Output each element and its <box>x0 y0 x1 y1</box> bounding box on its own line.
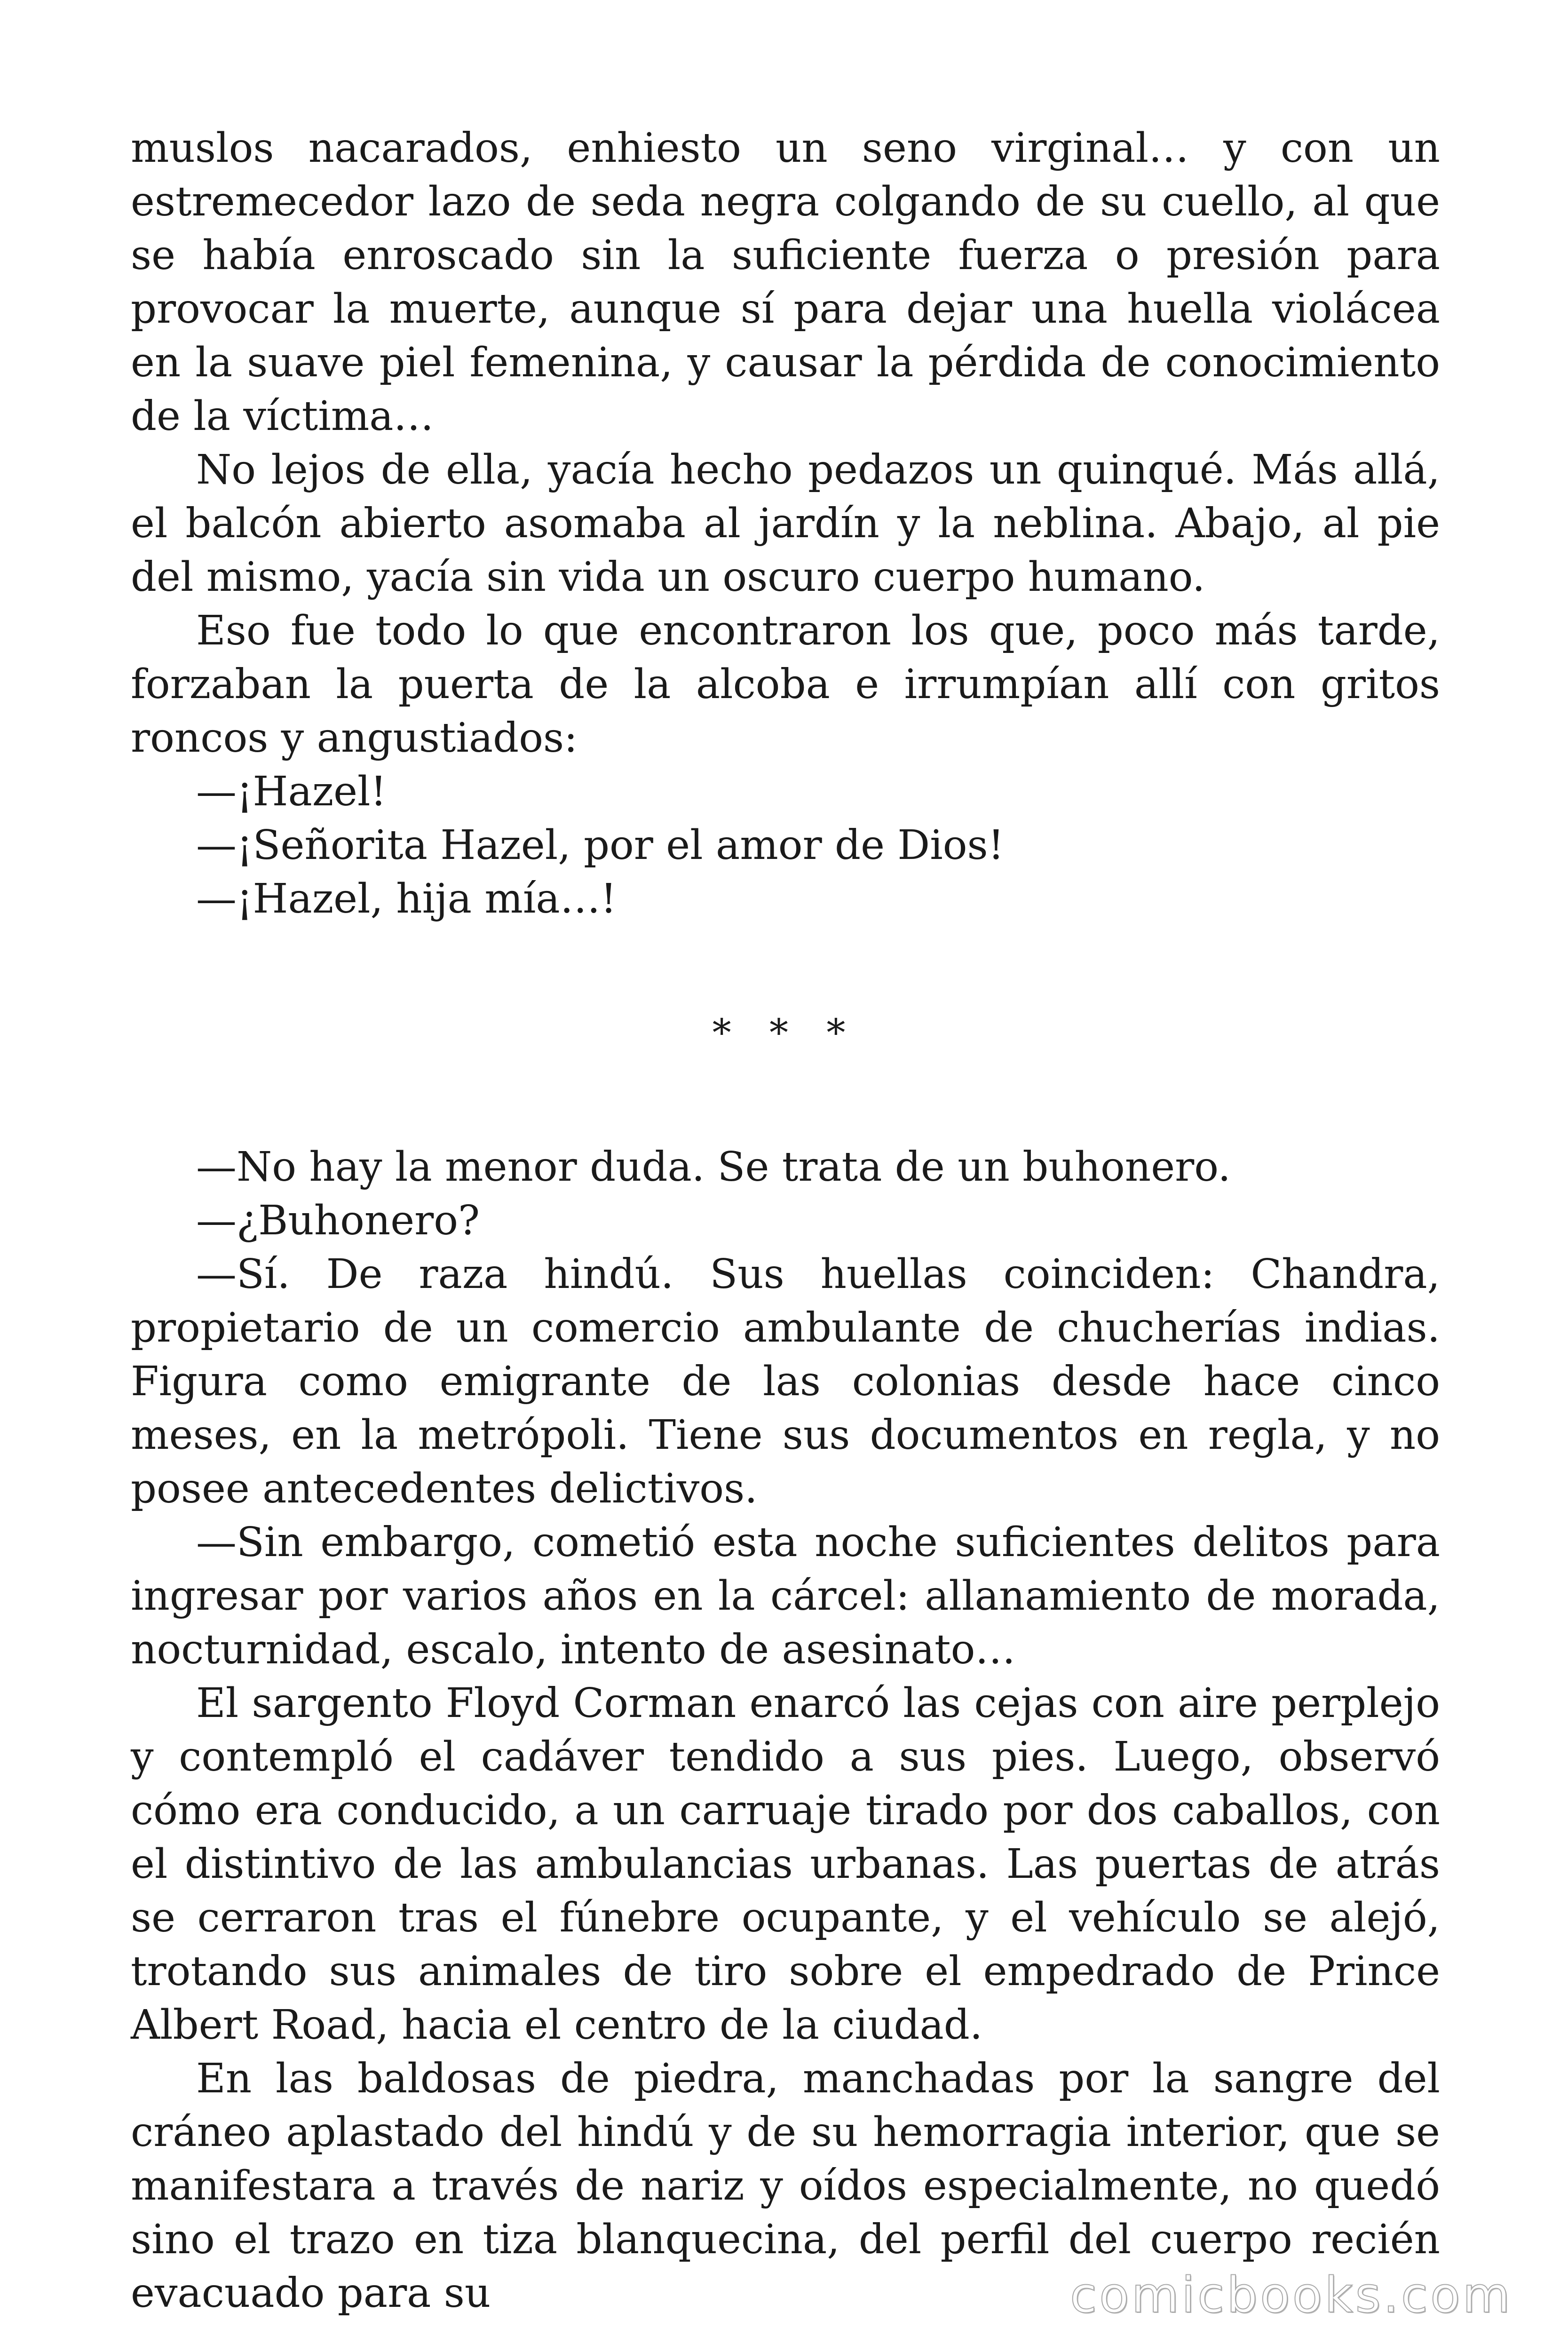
paragraph: Eso fue todo lo que encontraron los que, poco más tarde, forzaban la puerta de la alcoba e irrumpían allí con gritos roncos y angustiados: <box>131 607 1440 762</box>
dialogue-line: —¡Hazel! <box>196 768 387 815</box>
dialogue-line: —No hay la menor duda. Se trata de un buhonero. <box>196 1144 1231 1191</box>
dialogue-line: —¡Señorita Hazel, por el amor de Dios! <box>196 822 1005 869</box>
paragraph: En las baldosas de piedra, manchadas por la sangre del cráneo aplastado del hindú y de su hemorragia interior, que se manifestara a través de nariz y oídos especialmente, no quedó sino el trazo en tiza blanquecina, del perfil del cuerpo recién evacuado para su <box>131 2055 1440 2317</box>
dialogue-line: —Sí. De raza hindú. Sus huellas coinciden: Chandra, propietario de un comercio ambulante de chucherías indias. Figura como emigrante de las colonias desde hace cinco meses, en la metrópoli. Tiene sus documentos en regla, y no posee antecedentes delictivos. <box>131 1251 1440 1512</box>
watermark: comicbooks.com <box>1069 2266 1513 2324</box>
dialogue-line: —¡Hazel, hija mía…! <box>196 875 617 922</box>
dialogue-line: —¿Buhonero? <box>196 1197 480 1244</box>
section-break: * * * <box>712 1011 859 1055</box>
dialogue-line: —Sin embargo, cometió esta noche suficientes delitos para ingresar por varios años en la cárcel: allanamiento de morada, nocturnidad, escalo, intento de asesinato… <box>131 1519 1440 1673</box>
paragraph: No lejos de ella, yacía hecho pedazos un quinqué. Más allá, el balcón abierto asomaba al jardín y la neblina. Abajo, al pie del mismo, yacía sin vida un oscuro cuerpo humano. <box>131 446 1440 601</box>
page-text <box>131 121 1440 2320</box>
paragraph-continued: muslos nacarados, enhiesto un seno virginal… y con un estremecedor lazo de seda negra colgando de su cuello, al que se había enroscado sin la suficiente fuerza o presión para provocar la muerte, aunque sí para dejar una huella violácea en la suave piel femenina, y causar la pérdida de conocimiento de la víctima… <box>131 125 1440 440</box>
paragraph: El sargento Floyd Corman enarcó las cejas con aire perplejo y contempló el cadáver tendido a sus pies. Luego, observó cómo era conducido, a un carruaje tirado por dos caballos, con el distintivo de las ambulancias urbanas. Las puertas de atrás se cerraron tras el fúnebre ocupante, y el vehículo se alejó, trotando sus animales de tiro sobre el empedrado de Prince Albert Road, hacia el centro de la ciudad. <box>131 1680 1440 2049</box>
